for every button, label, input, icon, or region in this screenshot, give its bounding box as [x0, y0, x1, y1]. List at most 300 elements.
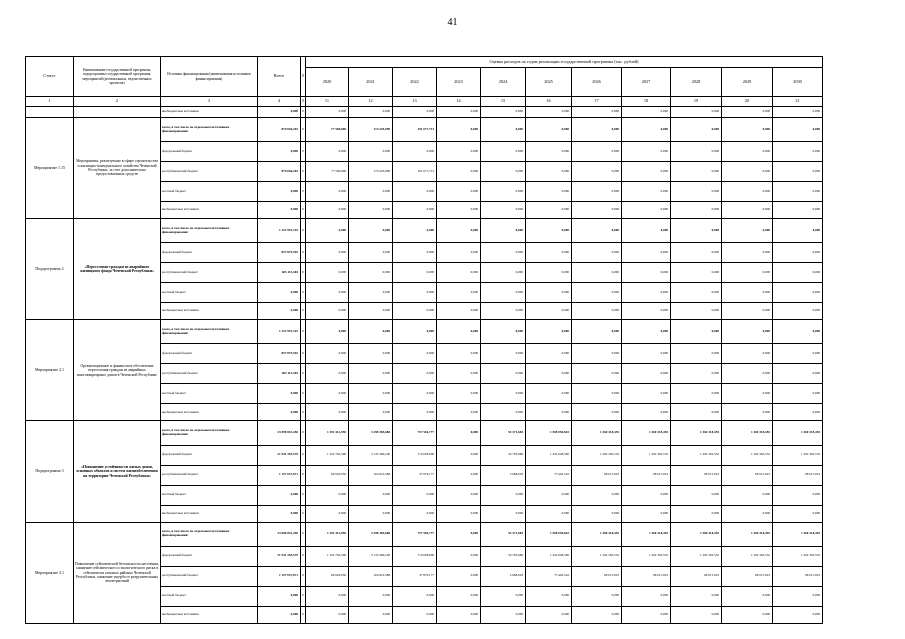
value-cell: 1 322 792,300: [306, 445, 349, 465]
value-cell: 77 500,000: [306, 162, 349, 182]
column-number: 20: [722, 97, 773, 107]
header-estimate: Оценка расходов по годам реализации государственной программы (тыс. рублей): [306, 57, 823, 68]
value-cell: 0,000: [526, 202, 572, 219]
value-cell: 0,000: [722, 303, 773, 320]
value-cell: 0,000: [722, 182, 773, 202]
total-cell: 0,000: [258, 182, 301, 202]
column-number: 13: [393, 97, 437, 107]
value-cell: 0,000: [393, 142, 437, 162]
value-cell: 0,000: [349, 142, 393, 162]
value-cell: 0,000: [773, 303, 823, 320]
source-label: местный бюджет: [161, 384, 258, 404]
column-number: 17: [572, 97, 622, 107]
value-cell: 0,000: [306, 263, 349, 283]
source-label: всего, в том числе по отдельным источникам финансирования:: [161, 118, 258, 142]
value-cell: 68 015,923: [572, 566, 622, 586]
total-cell: 23 098 841,450: [258, 421, 301, 445]
value-cell: 1 392 412,950: [306, 421, 349, 445]
column-number: 18: [622, 97, 671, 107]
source-label: внебюджетные источники: [161, 107, 258, 118]
header-year: 2020: [306, 68, 349, 97]
source-label: федеральный бюджет: [161, 142, 258, 162]
header-total: Всего: [258, 57, 301, 97]
value-cell: 0,000: [349, 384, 393, 404]
col8-cell: 0: [301, 182, 306, 202]
value-cell: 0,000: [481, 243, 526, 263]
value-cell: 0,000: [481, 505, 526, 522]
col8-cell: 0: [301, 364, 306, 384]
value-cell: 719 628,600: [393, 445, 437, 465]
value-cell: 0,000: [572, 118, 622, 142]
value-cell: 0,000: [671, 182, 722, 202]
value-cell: 0,000: [481, 384, 526, 404]
col8-cell: 0: [301, 522, 306, 546]
value-cell: 0,000: [622, 505, 671, 522]
value-cell: 0,000: [622, 384, 671, 404]
value-cell: 0,000: [526, 505, 572, 522]
value-cell: 0,000: [393, 243, 437, 263]
header-year: 2030: [773, 68, 823, 97]
value-cell: 0,000: [671, 243, 722, 263]
source-label: местный бюджет: [161, 485, 258, 505]
value-cell: 0,000: [622, 162, 671, 182]
value-cell: 0,000: [773, 384, 823, 404]
value-cell: 0,000: [773, 320, 823, 344]
value-cell: 0,000: [349, 107, 393, 118]
value-cell: 1 360 318,455: [722, 421, 773, 445]
value-cell: 1 360 318,455: [773, 522, 823, 546]
value-cell: 1 292 302,532: [572, 445, 622, 465]
value-cell: 0,000: [349, 606, 393, 623]
value-cell: 0,000: [671, 320, 722, 344]
value-cell: 757 504,777: [393, 421, 437, 445]
total-cell: 465 115,404: [258, 364, 301, 384]
col8-cell: 0: [301, 505, 306, 522]
total-cell: 465 115,404: [258, 263, 301, 283]
value-cell: 0,000: [349, 263, 393, 283]
value-cell: 0,000: [481, 263, 526, 283]
value-cell: 0,000: [437, 219, 481, 243]
value-cell: 0,000: [437, 263, 481, 283]
value-cell: 53 371,684: [481, 522, 526, 546]
value-cell: 0,000: [572, 243, 622, 263]
value-cell: 0,000: [572, 505, 622, 522]
value-cell: 0,000: [393, 202, 437, 219]
value-cell: 0,000: [393, 219, 437, 243]
total-cell: 21 941 203,579: [258, 546, 301, 566]
value-cell: 0,000: [526, 586, 572, 606]
value-cell: 0,000: [481, 182, 526, 202]
value-cell: 0,000: [349, 344, 393, 364]
value-cell: 0,000: [572, 107, 622, 118]
value-cell: 0,000: [526, 485, 572, 505]
value-cell: 0,000: [773, 586, 823, 606]
value-cell: 0,000: [481, 283, 526, 303]
value-cell: 0,000: [393, 606, 437, 623]
value-cell: 0,000: [306, 404, 349, 421]
value-cell: 1 292 302,532: [773, 546, 823, 566]
total-cell: 0,000: [258, 384, 301, 404]
value-cell: 0,000: [437, 283, 481, 303]
value-cell: 0,000: [393, 586, 437, 606]
col8-cell: 0: [301, 320, 306, 344]
source-label: федеральный бюджет: [161, 445, 258, 465]
value-cell: 0,000: [306, 142, 349, 162]
value-cell: 68 015,923: [622, 465, 671, 485]
value-cell: 0,000: [349, 202, 393, 219]
value-cell: 0,000: [437, 566, 481, 586]
value-cell: 0,000: [437, 445, 481, 465]
value-cell: 0,000: [306, 303, 349, 320]
source-label: внебюджетные источники: [161, 202, 258, 219]
value-cell: 0,000: [722, 118, 773, 142]
col8-cell: 0: [301, 485, 306, 505]
value-cell: 0,000: [773, 107, 823, 118]
value-cell: 0,000: [526, 384, 572, 404]
value-cell: 0,000: [572, 263, 622, 283]
value-cell: 0,000: [349, 586, 393, 606]
value-cell: 0,000: [526, 263, 572, 283]
value-cell: 0,000: [306, 344, 349, 364]
col8-cell: 0: [301, 303, 306, 320]
value-cell: 0,000: [722, 320, 773, 344]
value-cell: 1 360 318,455: [671, 522, 722, 546]
value-cell: 0,000: [306, 485, 349, 505]
value-cell: 0,000: [722, 142, 773, 162]
value-cell: 0,000: [722, 219, 773, 243]
page-number: 41: [447, 17, 458, 28]
value-cell: 0,000: [437, 107, 481, 118]
source-label: республиканский бюджет: [161, 263, 258, 283]
value-cell: 1 292 302,532: [722, 546, 773, 566]
value-cell: 0,000: [306, 320, 349, 344]
column-number: 1: [26, 97, 74, 107]
value-cell: 0,000: [526, 320, 572, 344]
total-cell: 0,000: [258, 107, 301, 118]
value-cell: 0,000: [572, 320, 622, 344]
value-cell: 0,000: [773, 263, 823, 283]
source-label: внебюджетные источники: [161, 505, 258, 522]
value-cell: 0,000: [671, 118, 722, 142]
value-cell: 0,000: [437, 142, 481, 162]
value-cell: 0,000: [722, 505, 773, 522]
col8-cell: 0: [301, 162, 306, 182]
col8-cell: 0: [301, 202, 306, 219]
value-cell: 0,000: [773, 162, 823, 182]
col8-cell: 0: [301, 263, 306, 283]
value-cell: 0,000: [437, 586, 481, 606]
value-cell: 1 360 318,455: [773, 421, 823, 445]
col8-cell: 0: [301, 586, 306, 606]
source-label: местный бюджет: [161, 182, 258, 202]
value-cell: 1 360 318,455: [622, 522, 671, 546]
value-cell: 0,000: [481, 344, 526, 364]
value-cell: 0,000: [526, 142, 572, 162]
value-cell: 0,000: [526, 243, 572, 263]
value-cell: 0,000: [671, 404, 722, 421]
value-cell: 0,000: [437, 320, 481, 344]
value-cell: 1 432 648,300: [526, 445, 572, 465]
value-cell: 0,000: [526, 404, 572, 421]
value-cell: 0,000: [306, 107, 349, 118]
value-cell: 0,000: [437, 485, 481, 505]
value-cell: 0,000: [773, 404, 823, 421]
value-cell: 1 292 302,532: [572, 546, 622, 566]
value-cell: 0,000: [722, 202, 773, 219]
total-cell: 1 157 637,871: [258, 566, 301, 586]
source-label: всего, в том числе по отдельным источникам финансирования:: [161, 320, 258, 344]
value-cell: 0,000: [393, 107, 437, 118]
column-number: 15: [481, 97, 526, 107]
value-cell: 0,000: [722, 263, 773, 283]
column-number: 12: [349, 97, 393, 107]
col8-cell: 0: [301, 546, 306, 566]
value-cell: 0,000: [393, 364, 437, 384]
header-status: Статус: [26, 57, 74, 97]
value-cell: 0,000: [622, 344, 671, 364]
source-label: местный бюджет: [161, 283, 258, 303]
value-cell: 0,000: [671, 344, 722, 364]
value-cell: 0,000: [773, 364, 823, 384]
value-cell: 0,000: [773, 344, 823, 364]
value-cell: 0,000: [622, 118, 671, 142]
value-cell: 0,000: [773, 283, 823, 303]
source-label: местный бюджет: [161, 586, 258, 606]
value-cell: 68 015,923: [671, 465, 722, 485]
value-cell: 0,000: [481, 364, 526, 384]
value-cell: 50 703,066: [481, 546, 526, 566]
value-cell: 69 620,650: [306, 465, 349, 485]
value-cell: 0,000: [437, 118, 481, 142]
value-cell: 1 360 318,455: [671, 421, 722, 445]
value-cell: 0,000: [622, 606, 671, 623]
col8-cell: 0: [301, 404, 306, 421]
value-cell: 0,000: [437, 364, 481, 384]
table-row: [26, 320, 823, 344]
value-cell: 0,000: [722, 384, 773, 404]
value-cell: 1 360 318,455: [722, 522, 773, 546]
total-cell: 0,000: [258, 485, 301, 505]
column-number: 5: [301, 97, 306, 107]
column-number: 14: [437, 97, 481, 107]
value-cell: 1 292 302,532: [773, 445, 823, 465]
value-cell: 75 402,542: [526, 566, 572, 586]
col8-cell: 0: [301, 219, 306, 243]
value-cell: 0,000: [671, 303, 722, 320]
value-cell: 0,000: [481, 118, 526, 142]
value-cell: 0,000: [572, 364, 622, 384]
value-cell: 0,000: [622, 182, 671, 202]
value-cell: 0,000: [722, 107, 773, 118]
value-cell: 0,000: [622, 243, 671, 263]
total-cell: 23 098 841,450: [258, 522, 301, 546]
value-cell: 0,000: [437, 182, 481, 202]
value-cell: 0,000: [773, 202, 823, 219]
value-cell: 0,000: [437, 546, 481, 566]
value-cell: 0,000: [393, 320, 437, 344]
value-cell: 0,000: [773, 219, 823, 243]
total-cell: 870 046,263: [258, 118, 301, 142]
value-cell: 0,000: [671, 364, 722, 384]
name-cell: Повышение сейсмической безопасности населения, снижение сейсмического и экологического риска в сейсмически опасных районах Чеченской Республики, снижение ущерба от разрушительных землетрясений: [74, 522, 161, 623]
value-cell: 1 292 302,532: [671, 445, 722, 465]
value-cell: 1 508 050,842: [526, 421, 572, 445]
value-cell: 0,000: [671, 485, 722, 505]
source-label: федеральный бюджет: [161, 344, 258, 364]
value-cell: 0,000: [306, 219, 349, 243]
value-cell: 0,000: [671, 202, 722, 219]
value-cell: 68 015,923: [722, 566, 773, 586]
value-cell: 0,000: [306, 182, 349, 202]
value-cell: 0,000: [572, 283, 622, 303]
value-cell: 0,000: [437, 202, 481, 219]
value-cell: 174 245,998: [349, 162, 393, 182]
value-cell: 0,000: [393, 344, 437, 364]
value-cell: 0,000: [722, 586, 773, 606]
value-cell: 0,000: [671, 384, 722, 404]
value-cell: 0,000: [622, 303, 671, 320]
value-cell: 0,000: [671, 162, 722, 182]
value-cell: 0,000: [572, 162, 622, 182]
value-cell: 0,000: [572, 586, 622, 606]
col8-cell: 0: [301, 465, 306, 485]
value-cell: 0,000: [393, 404, 437, 421]
value-cell: 0,000: [526, 303, 572, 320]
value-cell: 0,000: [722, 364, 773, 384]
value-cell: 0,000: [622, 202, 671, 219]
col8-cell: 0: [301, 606, 306, 623]
value-cell: 0,000: [481, 162, 526, 182]
value-cell: 0,000: [526, 182, 572, 202]
source-label: всего, в том числе по отдельным источникам финансирования:: [161, 219, 258, 243]
header-year: 2029: [722, 68, 773, 97]
value-cell: 0,000: [393, 303, 437, 320]
value-cell: 0,000: [526, 118, 572, 142]
column-number: 3: [161, 97, 258, 107]
total-cell: 1 322 991,319: [258, 320, 301, 344]
value-cell: 0,000: [671, 219, 722, 243]
value-cell: 0,000: [572, 202, 622, 219]
col8-cell: 0: [301, 566, 306, 586]
table-row: [26, 522, 823, 546]
value-cell: 0,000: [306, 384, 349, 404]
value-cell: 68 015,923: [722, 465, 773, 485]
value-cell: 0,000: [393, 283, 437, 303]
value-cell: 0,000: [622, 283, 671, 303]
name-cell-continued: [74, 107, 161, 118]
header-year: 2028: [671, 68, 722, 97]
value-cell: 0,000: [526, 606, 572, 623]
value-cell: 0,000: [773, 118, 823, 142]
value-cell: 0,000: [349, 364, 393, 384]
source-label: федеральный бюджет: [161, 243, 258, 263]
value-cell: 0,000: [622, 219, 671, 243]
value-cell: 0,000: [671, 283, 722, 303]
value-cell: 0,000: [722, 606, 773, 623]
col8-cell: 0: [301, 445, 306, 465]
value-cell: 68 015,923: [622, 566, 671, 586]
value-cell: 0,000: [572, 384, 622, 404]
value-cell: 0,000: [622, 404, 671, 421]
value-cell: 0,000: [306, 505, 349, 522]
total-cell: 870 046,263: [258, 162, 301, 182]
value-cell: 0,000: [437, 465, 481, 485]
column-number: 11: [306, 97, 349, 107]
value-cell: 0,000: [306, 283, 349, 303]
value-cell: 1 322 792,300: [306, 546, 349, 566]
value-cell: 0,000: [306, 364, 349, 384]
total-cell: 857 875,916: [258, 344, 301, 364]
status-cell: Подпрограмма 2: [26, 219, 74, 320]
value-cell: 68 015,923: [572, 465, 622, 485]
status-cell: Мероприятие 1.15: [26, 118, 74, 219]
col8-cell: 0: [301, 384, 306, 404]
value-cell: 0,000: [349, 320, 393, 344]
total-cell: 0,000: [258, 303, 301, 320]
source-label: республиканский бюджет: [161, 566, 258, 586]
value-cell: 0,000: [306, 243, 349, 263]
value-cell: 0,000: [349, 404, 393, 421]
value-cell: 0,000: [622, 107, 671, 118]
value-cell: 0,000: [773, 606, 823, 623]
source-label: республиканский бюджет: [161, 162, 258, 182]
value-cell: 75 402,542: [526, 465, 572, 485]
value-cell: 0,000: [773, 243, 823, 263]
total-cell: 857 875,916: [258, 243, 301, 263]
value-cell: 0,000: [349, 303, 393, 320]
value-cell: 0,000: [437, 404, 481, 421]
value-cell: 37 876,177: [393, 465, 437, 485]
value-cell: 0,000: [393, 384, 437, 404]
value-cell: 0,000: [393, 263, 437, 283]
header-year: 2025: [526, 68, 572, 97]
value-cell: 50 703,066: [481, 445, 526, 465]
value-cell: 191 077,713: [393, 162, 437, 182]
value-cell: 0,000: [722, 485, 773, 505]
value-cell: 0,000: [572, 182, 622, 202]
value-cell: 0,000: [572, 404, 622, 421]
column-number: 19: [671, 97, 722, 107]
name-cell: «Переселение граждан из аварийного жилищного фонда Чеченской Республики»: [74, 219, 161, 320]
value-cell: 0,000: [773, 182, 823, 202]
value-cell: 0,000: [572, 485, 622, 505]
value-cell: 0,000: [437, 421, 481, 445]
value-cell: 37 876,177: [393, 566, 437, 586]
value-cell: 0,000: [773, 505, 823, 522]
col8-cell: 0: [301, 421, 306, 445]
column-number: 2: [74, 97, 161, 107]
value-cell: 2 668,618: [481, 566, 526, 586]
value-cell: 0,000: [722, 344, 773, 364]
value-cell: 0,000: [437, 384, 481, 404]
value-cell: 68 015,923: [773, 465, 823, 485]
value-cell: 0,000: [622, 263, 671, 283]
value-cell: 0,000: [349, 485, 393, 505]
col8-cell: 0: [301, 283, 306, 303]
total-cell: 1 157 637,871: [258, 465, 301, 485]
value-cell: 0,000: [481, 485, 526, 505]
value-cell: 1 292 302,532: [722, 445, 773, 465]
value-cell: 0,000: [722, 404, 773, 421]
value-cell: 0,000: [349, 219, 393, 243]
total-cell: 0,000: [258, 202, 301, 219]
value-cell: 0,000: [773, 142, 823, 162]
value-cell: 0,000: [671, 586, 722, 606]
table-row: [26, 219, 823, 243]
value-cell: 0,000: [622, 586, 671, 606]
header-name: Наименование государственной программы, подпрограммы государственной программы, мероприятий (региональных, ведомственных проектов): [74, 57, 161, 97]
value-cell: 68 015,923: [773, 566, 823, 586]
